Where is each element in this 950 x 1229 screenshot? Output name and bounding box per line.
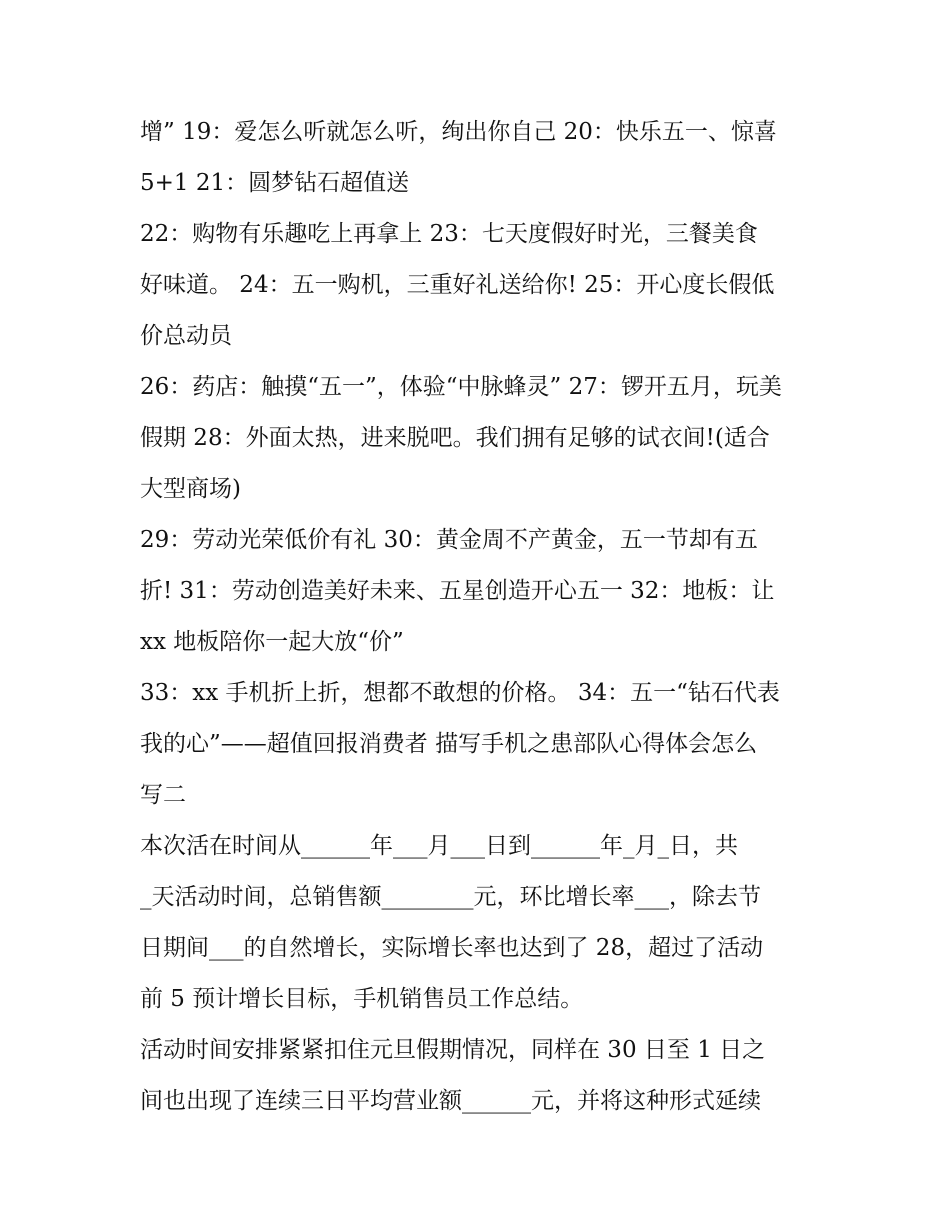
text-line-20: 间也出现了连续三日平均营业额______元，并将这种形式延续 [140,1088,761,1114]
text-line-1: 增” 19：爱怎么听就怎么听，绚出你自己 20：快乐五一、惊喜 [140,119,777,145]
text-line-11: xx 地板陪你一起大放“价” [140,629,404,655]
text-line-19: 活动时间安排紧紧扣住元旦假期情况，同样在 30 日至 1 日之 [140,1037,766,1063]
text-line-3: 22：购物有乐趣吃上再拿上 23：七天度假好时光，三餐美食 [140,221,758,247]
text-line-5: 价总动员 [140,323,232,349]
text-line-6: 26：药店：触摸“五一”，体验“中脉蜂灵” 27：锣开五月，玩美 [140,374,782,400]
text-line-16: _天活动时间，总销售额________元，环比增长率___，除去节 [140,884,761,910]
text-line-13: 我的心”——超值回报消费者 描写手机之患部队心得体会怎么 [140,731,758,757]
text-line-7: 假期 28：外面太热，进来脱吧。我们拥有足够的试衣间!(适合 [140,425,770,451]
text-line-8: 大型商场) [140,476,241,502]
text-line-2: 5+1 21：圆梦钻石超值送 [140,170,410,196]
document-body [140,107,820,1127]
text-line-12: 33：xx 手机折上折，想都不敢想的价格。 34：五一“钻石代表 [140,680,780,706]
text-line-17: 日期间___的自然增长，实际增长率也达到了 28，超过了活动 [140,935,764,961]
text-line-9: 29：劳动光荣低价有礼 30：黄金周不产黄金，五一节却有五 [140,527,758,553]
text-line-18: 前 5 预计增长目标，手机销售员工作总结。 [140,986,584,1012]
text-line-14: 写二 [140,782,186,808]
text-line-10: 折! 31：劳动创造美好未来、五星创造开心五一 32：地板：让 [140,578,775,604]
text-line-4: 好味道。 24：五一购机，三重好礼送给你! 25：开心度长假低 [140,272,775,298]
text-line-15: 本次活在时间从______年___月___日到______年_月_日，共 [140,833,738,859]
